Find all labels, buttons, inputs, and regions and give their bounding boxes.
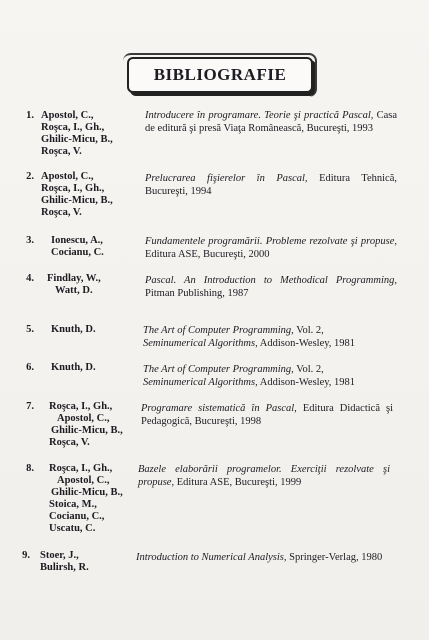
- entry-authors: [40, 550, 89, 574]
- entry-title: Programare sistematică în Pascal,: [141, 403, 297, 414]
- entry-authors: [51, 324, 96, 336]
- entry-authors: [51, 235, 104, 259]
- entry-publisher: Casa de editură şi presă Viaţa Românească, Bucureşti, 1993: [145, 110, 398, 134]
- author: Ghilic-Micu, B.,: [41, 134, 113, 145]
- author: Ghilic-Micu, B.,: [51, 487, 123, 498]
- entry-publisher: Editura ASE, Bucureşti, 1999: [176, 477, 302, 488]
- author: Watt, D.: [55, 285, 93, 296]
- entry-publisher: Addison-Wesley, 1981: [259, 377, 356, 388]
- entry-authors: [41, 110, 113, 158]
- entry-authors: [49, 463, 123, 535]
- entry-number: 8.: [26, 463, 34, 474]
- entry-publisher: Editura Didactică şi Pedagogică, Bucureşti, 1998: [141, 403, 393, 427]
- entry-volume: Vol. 2,: [296, 364, 324, 375]
- entry-authors: [47, 273, 101, 297]
- entry-reference: [138, 463, 390, 489]
- author: Ghilic-Micu, B.,: [51, 425, 123, 436]
- entry-publisher: Pitman Publishing, 1987: [145, 288, 249, 299]
- author: Apostol, C.,: [57, 413, 110, 424]
- entry-reference: [145, 235, 397, 261]
- author: Cocianu, C.,: [49, 511, 105, 522]
- entry-publisher: Addison-Wesley, 1981: [259, 338, 356, 349]
- entry-title: Introducere în programare. Teorie şi practică Pascal,: [145, 110, 374, 121]
- entry-title: The Art of Computer Programming,: [143, 364, 294, 375]
- author: Apostol, C.,: [41, 110, 94, 121]
- entry-subtitle: Seminumerical Algorithms,: [143, 377, 258, 388]
- author: Apostol, C.,: [41, 171, 94, 182]
- entry-authors: [49, 401, 123, 449]
- entry-publisher: Springer-Verlag, 1980: [289, 552, 383, 563]
- author: Uscatu, C.: [49, 523, 96, 534]
- author: Ghilic-Micu, B.,: [41, 195, 113, 206]
- entry-number: 4.: [26, 273, 34, 284]
- author: Bulirsh, R.: [40, 562, 89, 573]
- author: Roşca, V.: [41, 207, 82, 218]
- author: Apostol, C.,: [57, 475, 110, 486]
- author: Roşca, I., Gh.,: [49, 463, 113, 474]
- entry-number: 2.: [26, 171, 34, 182]
- entry-reference: [145, 172, 397, 198]
- entry-title: Introduction to Numerical Analysis,: [136, 552, 287, 563]
- entry-publisher: Editura Tehnică, Bucureşti, 1994: [145, 173, 398, 197]
- entry-title: Bazele elaborării programelor. Exerciţii rezolvate şi propuse,: [138, 464, 390, 488]
- entry-number: 6.: [26, 362, 34, 373]
- entry-publisher: Editura ASE, Bucureşti, 2000: [145, 249, 270, 260]
- author: Findlay, W.,: [47, 273, 101, 284]
- entry-volume: Vol. 2,: [296, 325, 324, 336]
- entry-number: 5.: [26, 324, 34, 335]
- author: Roşca, V.: [49, 437, 90, 448]
- entry-authors: [41, 171, 113, 219]
- entry-subtitle: Seminumerical Algorithms,: [143, 338, 258, 349]
- author: Roşca, I., Gh.,: [41, 183, 105, 194]
- author: Stoica, M.,: [49, 499, 97, 510]
- author: Roşca, I., Gh.,: [49, 401, 113, 412]
- entry-number: 9.: [22, 550, 30, 561]
- author: Cocianu, C.: [51, 247, 104, 258]
- entry-title: Prelucrarea fişierelor în Pascal,: [145, 173, 308, 184]
- author: Stoer, J.,: [40, 550, 79, 561]
- author: Ionescu, A.,: [51, 235, 103, 246]
- entry-reference: [145, 274, 397, 300]
- entry-reference: [143, 324, 395, 350]
- author: Knuth, D.: [51, 324, 96, 335]
- entry-number: 3.: [26, 235, 34, 246]
- entry-reference: [145, 109, 397, 135]
- entry-reference: [141, 402, 393, 428]
- entry-authors: [51, 362, 96, 374]
- author: Knuth, D.: [51, 362, 96, 373]
- author: Roşca, I., Gh.,: [41, 122, 105, 133]
- entry-reference: [136, 551, 388, 564]
- entry-number: 7.: [26, 401, 34, 412]
- entry-reference: [143, 363, 395, 389]
- entry-number: 1.: [26, 110, 34, 121]
- entry-title: Pascal. An Introduction to Methodical Programming,: [145, 275, 397, 286]
- entry-title: Fundamentele programării. Probleme rezolvate şi propuse,: [145, 236, 397, 247]
- author: Roşca, V.: [41, 146, 82, 157]
- page-title: BIBLIOGRAFIE: [153, 65, 287, 84]
- entry-title: The Art of Computer Programming,: [143, 325, 294, 336]
